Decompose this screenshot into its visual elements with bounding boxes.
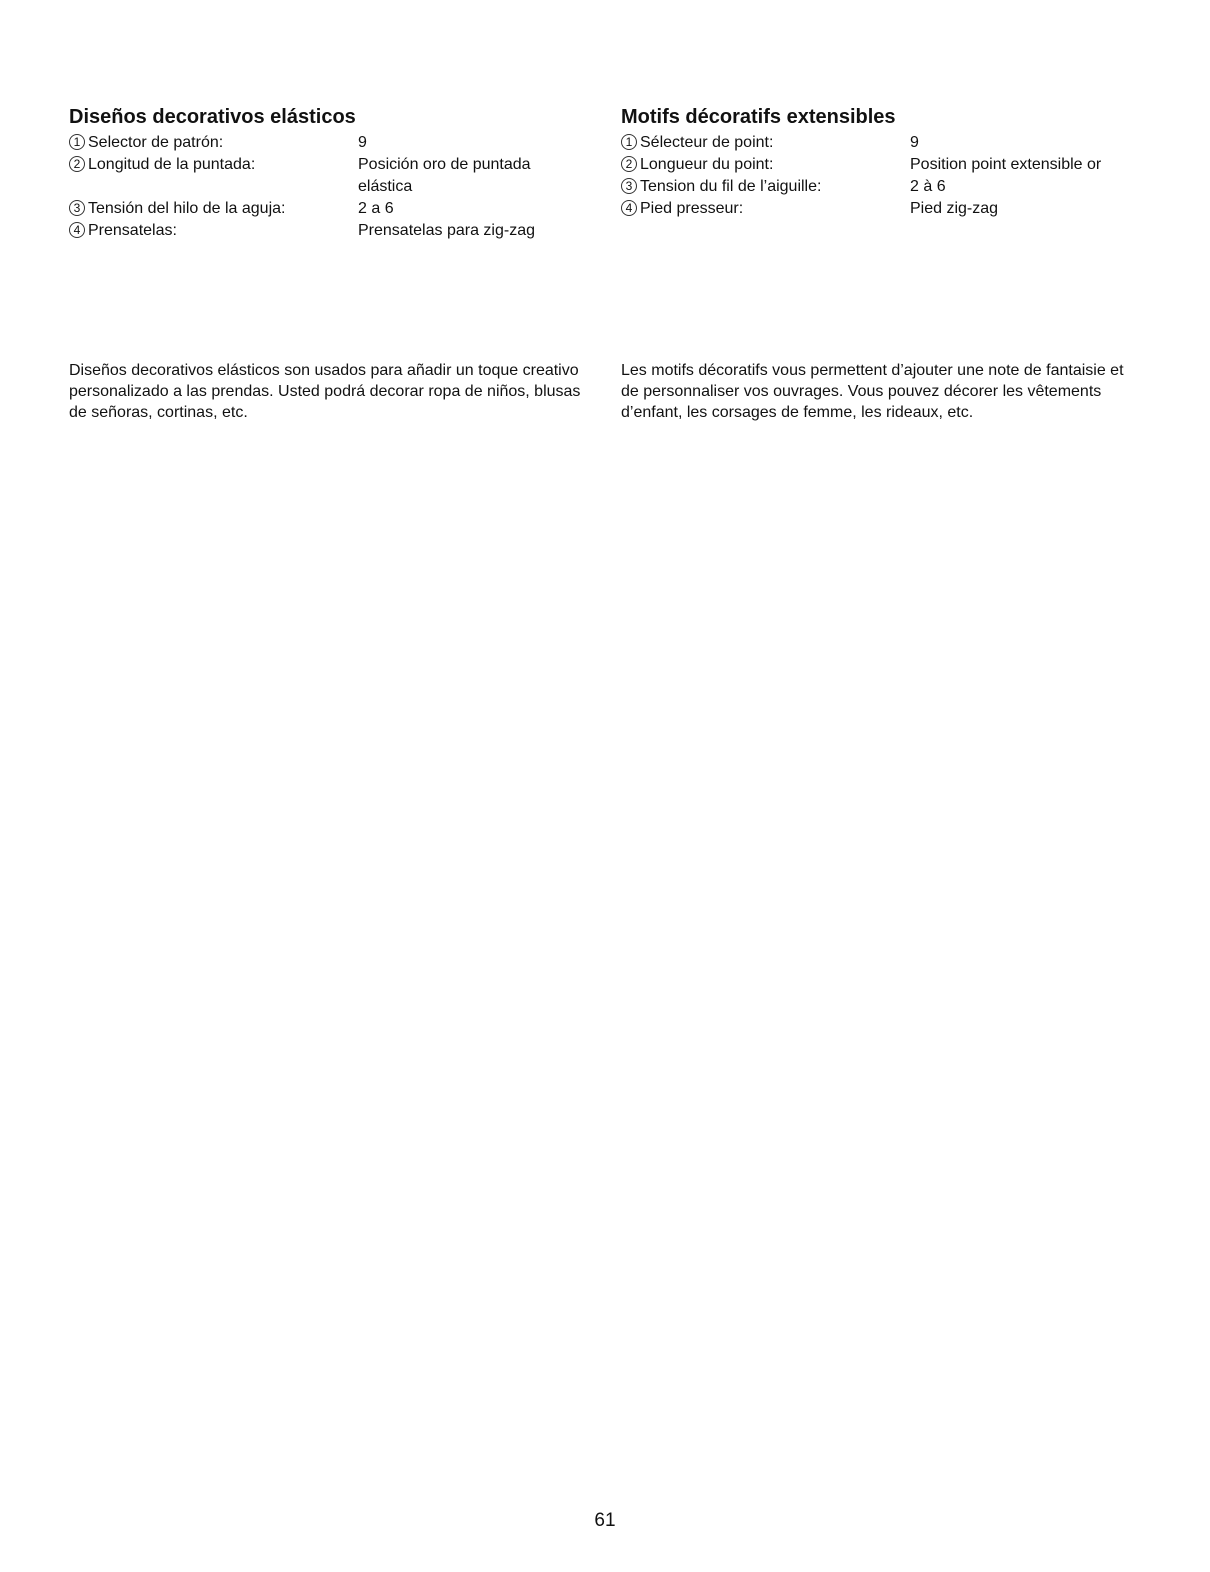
spanish-settings-section [69, 104, 599, 242]
setting-row-needle-tension [69, 198, 599, 220]
setting-label: Pied presseur: [640, 200, 744, 217]
setting-label: Sélecteur de point: [640, 134, 774, 151]
circled-number-3: 3 [69, 200, 85, 216]
circled-number-4: 4 [621, 200, 637, 216]
setting-label: Longitud de la puntada: [88, 156, 256, 173]
circled-number-2: 2 [69, 156, 85, 172]
french-settings-section [621, 104, 1151, 220]
setting-row-stitch-length [621, 154, 1151, 176]
setting-label: Tensión del hilo de la aguja: [88, 200, 286, 217]
circled-number-1: 1 [69, 134, 85, 150]
setting-value: Prensatelas para zig-zag [358, 222, 535, 239]
spanish-section-title: Diseños decorativos elásticos [69, 106, 356, 128]
setting-label: Longueur du point: [640, 156, 774, 173]
circled-number-4: 4 [69, 222, 85, 238]
spanish-settings-list [69, 132, 599, 242]
circled-number-2: 2 [621, 156, 637, 172]
setting-row-stitch-length [69, 154, 599, 198]
setting-value: Position point extensible or [910, 156, 1102, 173]
french-settings-list [621, 132, 1151, 220]
circled-number-1: 1 [621, 134, 637, 150]
setting-value: Posición oro de puntada elástica [358, 156, 531, 195]
setting-value: 9 [358, 134, 367, 151]
setting-row-presser-foot [69, 220, 599, 242]
setting-label: Prensatelas: [88, 222, 177, 239]
french-section-title: Motifs décoratifs extensibles [621, 106, 896, 128]
setting-value: 2 à 6 [910, 178, 946, 195]
setting-row-needle-tension [621, 176, 1151, 198]
spanish-description: Diseños decorativos elásticos son usados para añadir un toque creativo personalizado a las prendas. Usted podrá decorar ropa de niños, blusas de señoras, cortinas, etc. [69, 362, 581, 421]
setting-value: 2 a 6 [358, 200, 394, 217]
setting-row-pattern-selector [69, 132, 599, 154]
circled-number-3: 3 [621, 178, 637, 194]
setting-row-pattern-selector [621, 132, 1151, 154]
setting-value: 9 [910, 134, 919, 151]
setting-label: Tension du fil de l’aiguille: [640, 178, 822, 195]
setting-label: Selector de patrón: [88, 134, 224, 151]
french-description: Les motifs décoratifs vous permettent d’ajouter une note de fantaisie et de personnaliser vos ouvrages. Vous pouvez décorer les vêtements d’enfant, les corsages de femme, les rideaux, etc. [621, 362, 1124, 421]
page-number: 61 [594, 1510, 616, 1531]
setting-row-presser-foot [621, 198, 1151, 220]
setting-value: Pied zig-zag [910, 200, 999, 217]
